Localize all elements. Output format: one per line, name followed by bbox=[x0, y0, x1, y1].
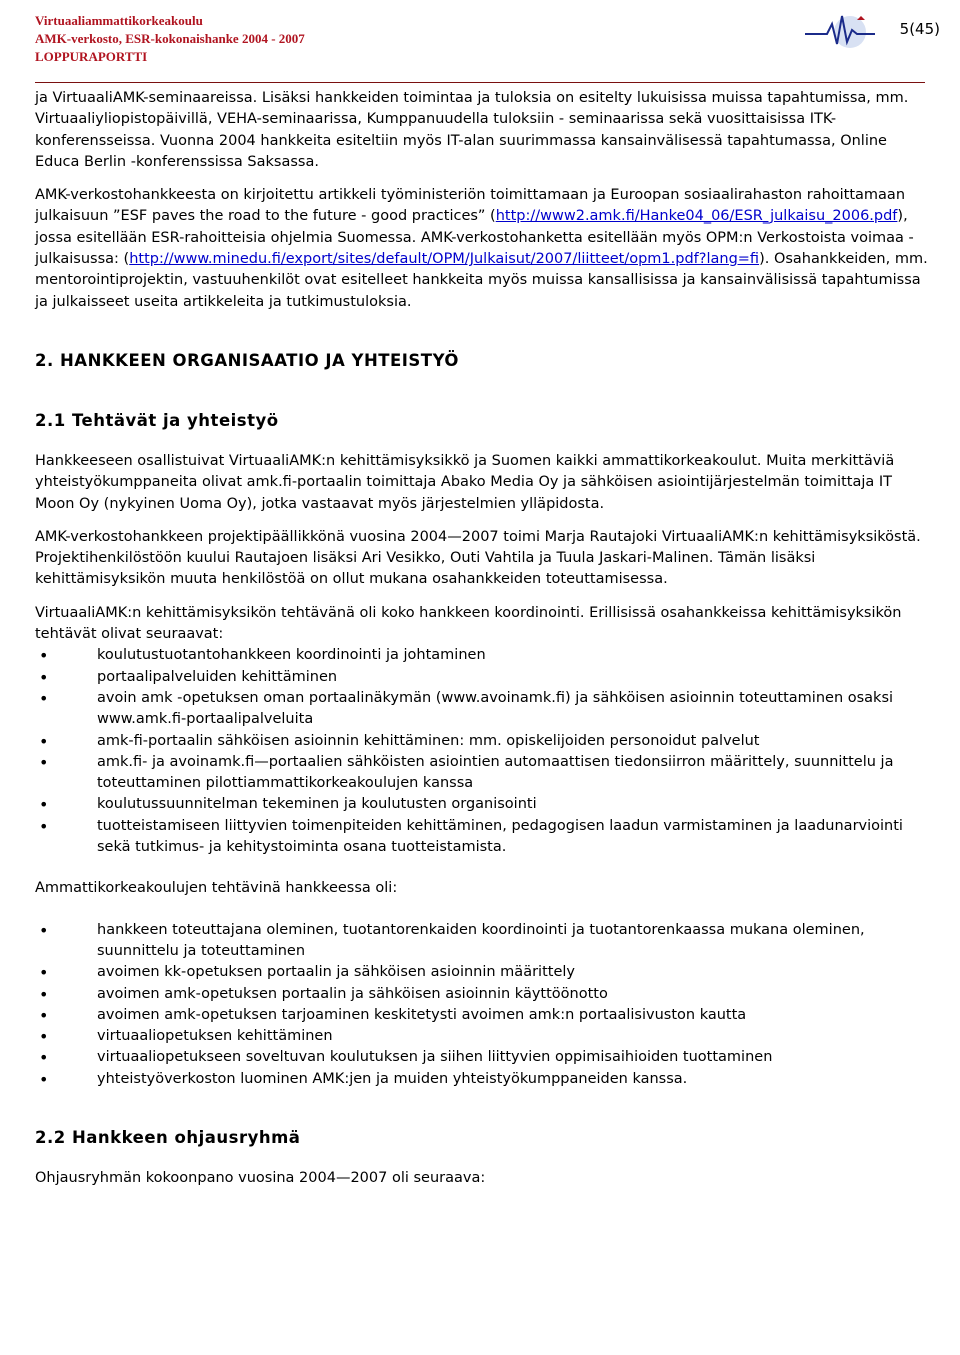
org-name: Virtuaaliammattikorkeakoulu bbox=[35, 13, 203, 28]
intro-p2-text-c: ). Osahankkeiden, mm. mentorointiprojektin, vastuuhenkilöt ovat esitelleet hankkeita myös muissa kansallisissa ja kansainvälisissä tapahtumissa ja julkaisseet useita artikkeleita ja tutkimustuloksia. bbox=[35, 251, 928, 310]
heartbeat-logo-icon bbox=[805, 12, 875, 52]
intro-p2-text-a: AMK-verkostohankkeesta on kirjoitettu artikkeli työministeriön toimittamaan ja Euroopan sosiaalirahaston rahoittamaan julkaisuun ”ESF paves the road to the future - good practices” ( bbox=[35, 187, 906, 225]
section-2-1-paragraph-2: AMK-verkostohankkeen projektipäällikkönä vuosina 2004—2007 toimi Marja Rautajoki VirtuaaliAMK:n kehittämisyksiköstä. Projektihenkilöstöön kuului Rautajoen lisäksi Ari Vesikko, Outi Vahtila ja Tuula Jaskari-Malinen. Tämän lisäksi kehittämisyksikön muuta henkilöstöä on ollut mukana osahankkeiden toteuttamisessa. bbox=[35, 528, 921, 588]
list-item: • amk.fi- ja avoinamk.fi—portaalien sähköisten asiointien automaattisen tiedonsiirron määrittely, suunnittelu ja toteuttaminen pilottiammattikorkeakoulujen kanssa bbox=[35, 752, 935, 795]
list-item: • yhteistyöverkoston luominen AMK:jen ja muiden yhteistyökumppaneiden kanssa. bbox=[35, 1069, 935, 1090]
intro-paragraph-1: ja VirtuaaliAMK-seminaareissa. Lisäksi hankkeiden toimintaa ja tuloksia on esitelty lukuisissa muissa tapahtumissa, mm. Virtuaaliyliopistopäivillä, VEHA-seminaarissa, Kumppanuudella tuloksiin - seminaarissa sekä vuosittaisissa ITK-konferensseissa. Vuonna 2004 hankkeita esiteltiin myös IT-alan suurimmassa kansainvälisessä tapahtumassa, Online Educa Berlin -konferenssissa Saksassa. bbox=[35, 90, 909, 170]
list-item: • virtuaaliopetukseen soveltuvan koulutuksen ja siihen liittyvien oppimisaihioiden tuottaminen bbox=[35, 1047, 935, 1068]
list-item: • tuotteistamiseen liittyvien toimenpiteiden kehittäminen, pedagogisen laadun varmistaminen ja laadunarviointi sekä tutkimus- ja kehitystoiminta osana tuotteistamista. bbox=[35, 816, 935, 859]
page-header bbox=[35, 12, 940, 72]
esf-publication-link[interactable]: http://www2.amk.fi/Hanke04_06/ESR_julkaisu_2006.pdf bbox=[495, 208, 898, 225]
header-divider bbox=[35, 82, 925, 83]
unit-tasks-list bbox=[35, 645, 935, 858]
list-item: • portaalipalveluiden kehittäminen bbox=[35, 667, 935, 688]
section-2-1-paragraph-1: Hankkeeseen osallistuivat VirtuaaliAMK:n kehittämisyksikkö ja Suomen kaikki ammattikorkeakoulut. Muita merkittäviä yhteistyökumppaneita olivat amk.fi-portaalin toimittaja Abako Media Oy ja sähköisen asiointijärjestelmän toimittaja IT Moon Oy (nykyinen Uoma Oy), jotka vastaavat myös järjestelmien ylläpidosta. bbox=[35, 452, 895, 512]
list-item: • avoin amk -opetuksen oman portaalinäkymän (www.avoinamk.fi) ja sähköisen asioinnin toteuttaminen osaksi www.amk.fi-portaalipalveluita bbox=[35, 688, 935, 731]
section-2-1-paragraph-3: VirtuaaliAMK:n kehittämisyksikön tehtävänä oli koko hankkeen koordinointi. Erillisissä osahankkeissa kehittämisyksikön tehtävät olivat seuraavat: bbox=[35, 604, 902, 643]
list-item: • avoimen amk-opetuksen tarjoaminen keskitetysti avoimen amk:n portaalisivuston kautta bbox=[35, 1005, 935, 1026]
opm-publication-link[interactable]: http://www.minedu.fi/export/sites/default/OPM/Julkaisut/2007/liitteet/opm1.pdf?lang=fi bbox=[129, 251, 760, 268]
amk-tasks-list bbox=[35, 920, 935, 1090]
list-item: • koulutussuunnitelman tekeminen ja koulutusten organisointi bbox=[35, 794, 935, 815]
report-type: LOPPURAPORTTI bbox=[35, 49, 148, 64]
page-number: 5(45) bbox=[899, 20, 940, 38]
section-2-2-heading: 2.2 Hankkeen ohjausryhmä bbox=[35, 1127, 301, 1147]
intro-paragraph-2 bbox=[35, 185, 935, 313]
project-name: AMK-verkosto, ESR-kokonaishanke 2004 - 2007 bbox=[35, 31, 305, 46]
section-2-2-paragraph-1: Ohjausryhmän kokoonpano vuosina 2004—2007 oli seuraava: bbox=[35, 1169, 486, 1186]
list-item: • avoimen kk-opetuksen portaalin ja sähköisen asioinnin määrittely bbox=[35, 962, 935, 983]
intro-p2-text-b: ), jossa esitellään ESR-rahoitteisia ohjelmia Suomessa. AMK-verkostohanketta esitellään myös OPM:n Verkostoista voimaa -julkaisussa: ( bbox=[35, 208, 914, 268]
section-2-1-paragraph-4: Ammattikorkeakoulujen tehtävinä hankkeessa oli: bbox=[35, 880, 398, 897]
section-2-1-heading: 2.1 Tehtävät ja yhteistyö bbox=[35, 410, 279, 430]
section-2-heading: 2. HANKKEEN ORGANISAATIO JA YHTEISTYÖ bbox=[35, 350, 459, 370]
document-body bbox=[35, 88, 935, 1189]
list-item: • hankkeen toteuttajana oleminen, tuotantorenkaiden koordinointi ja tuotantorenkaassa mukana oleminen, suunnittelu ja toteuttaminen bbox=[35, 920, 935, 963]
list-item: • avoimen amk-opetuksen portaalin ja sähköisen asioinnin käyttöönotto bbox=[35, 984, 935, 1005]
list-item: • virtuaaliopetuksen kehittäminen bbox=[35, 1026, 935, 1047]
list-item: • koulutustuotantohankkeen koordinointi ja johtaminen bbox=[35, 645, 935, 666]
list-item: • amk-fi-portaalin sähköisen asioinnin kehittäminen: mm. opiskelijoiden personoidut palvelut bbox=[35, 731, 935, 752]
